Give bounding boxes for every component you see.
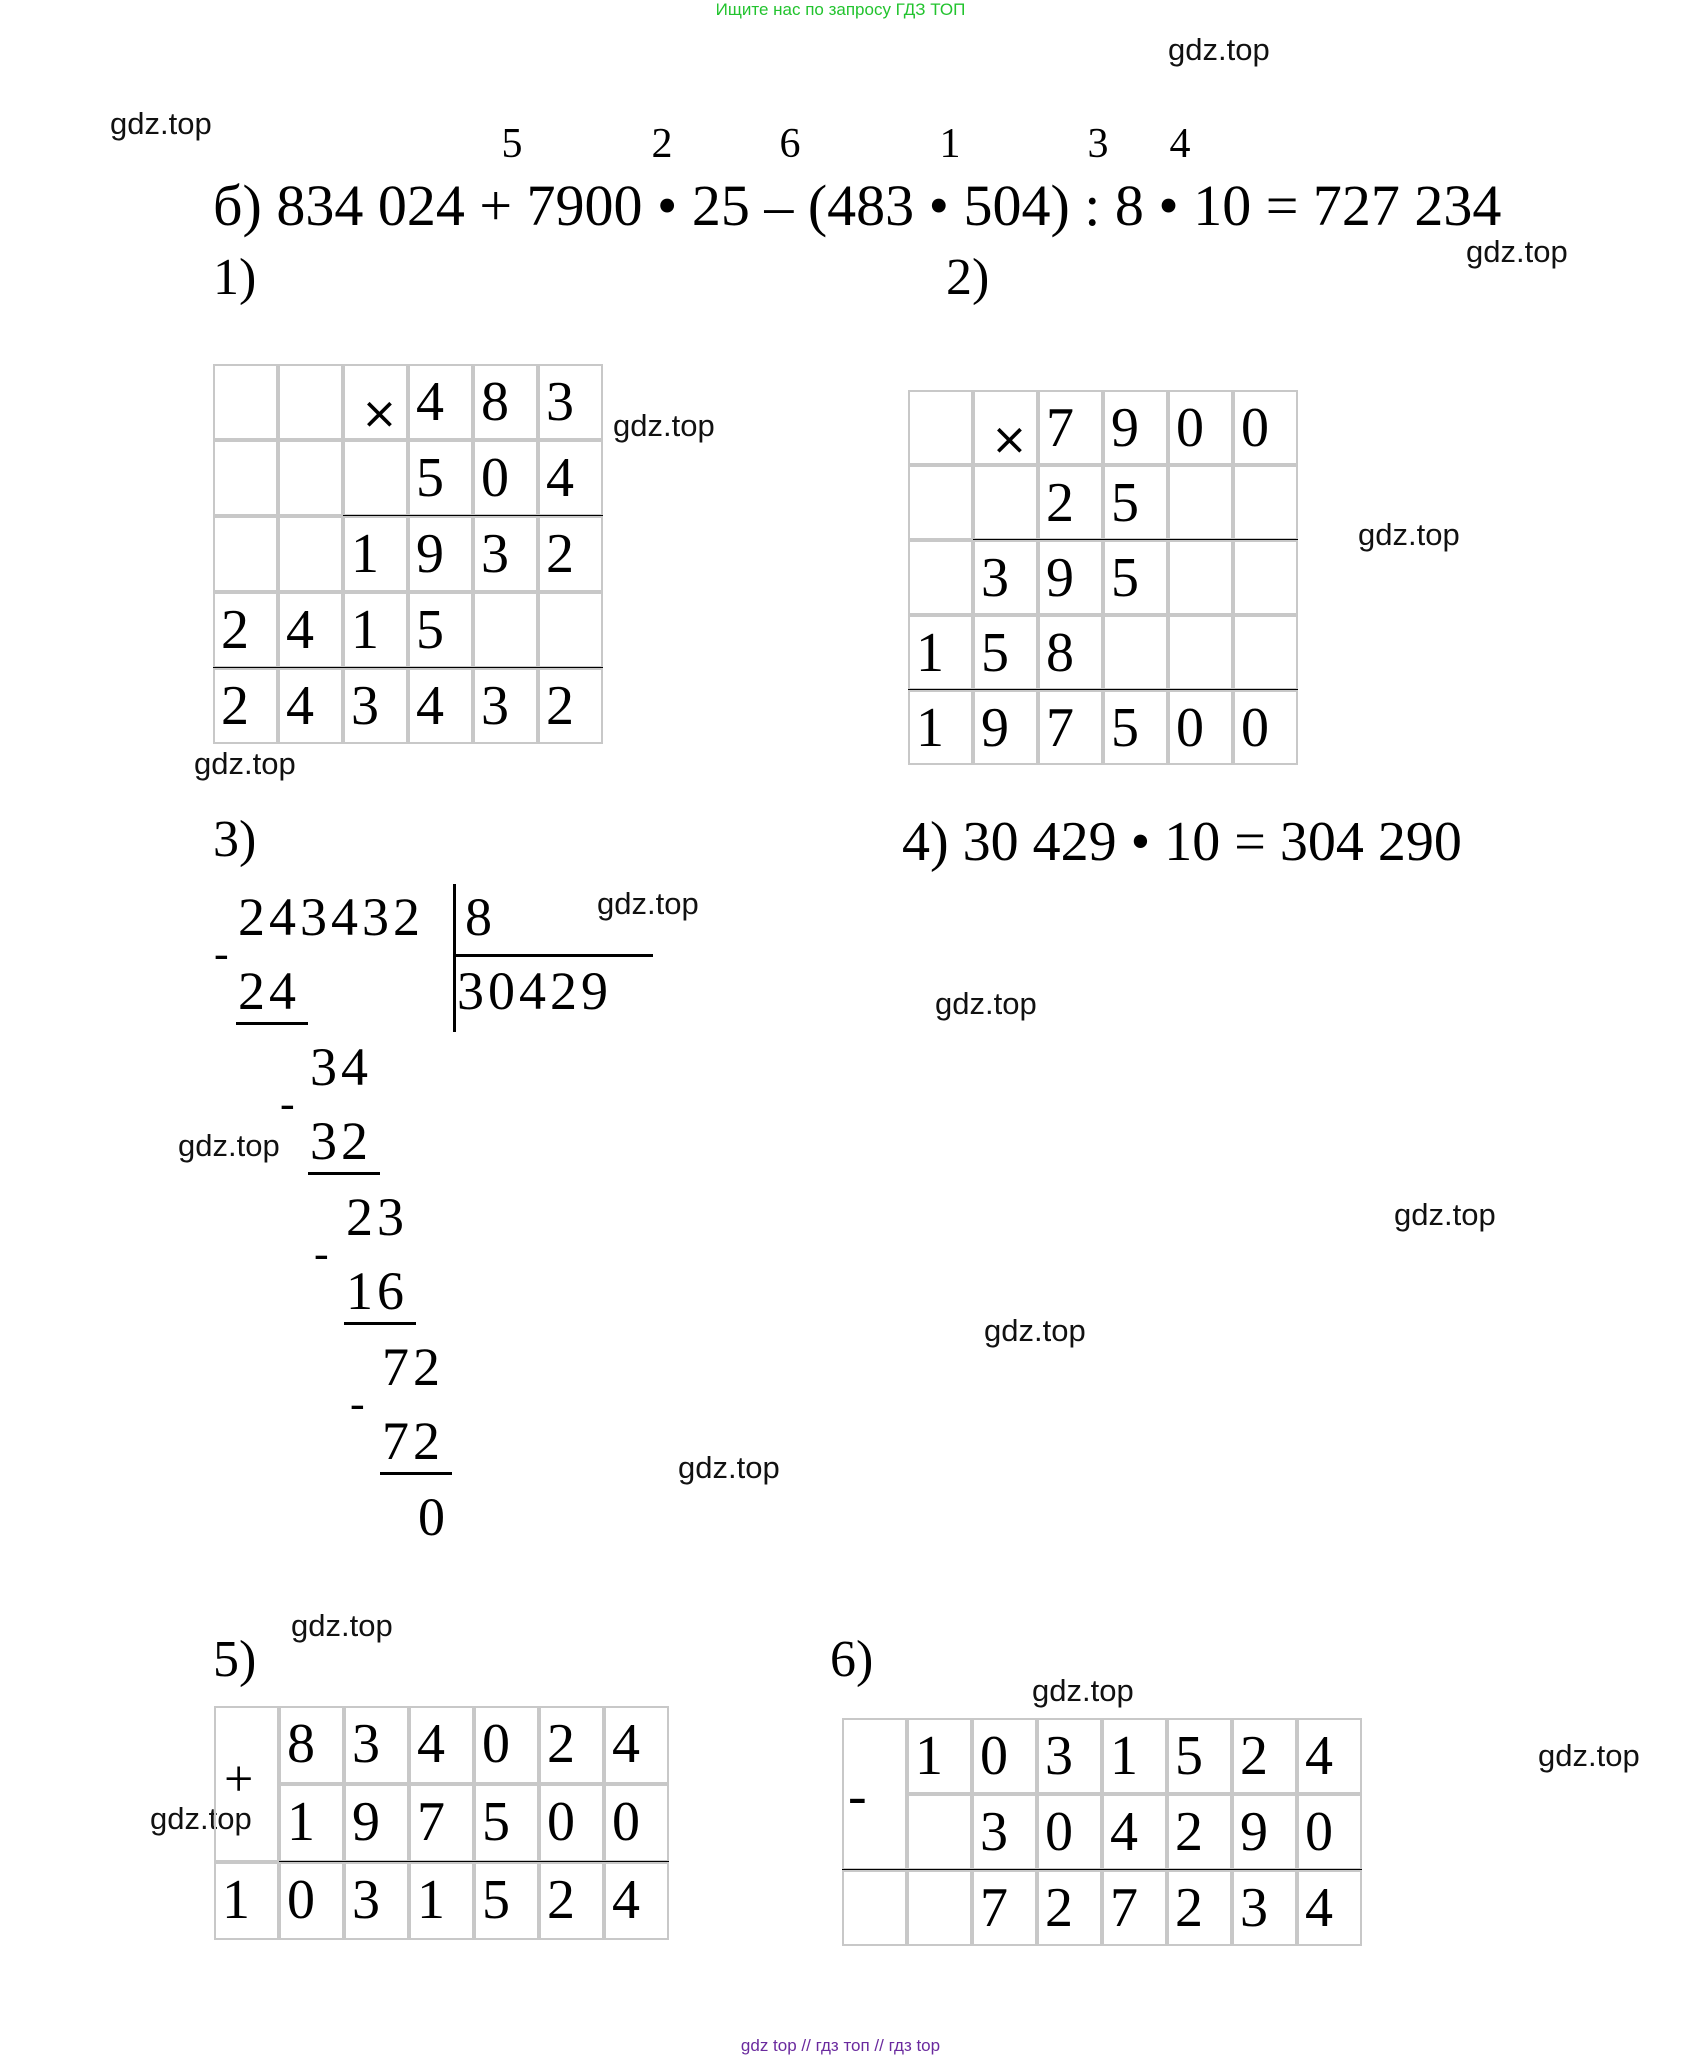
minus-sign: - [280,1079,295,1128]
watermark: gdz.top [1394,1197,1496,1232]
grid-cell: 3 [343,668,408,744]
watermark: gdz.top [935,986,1037,1021]
grid-cell: 5 [1103,540,1168,615]
step-2-label: 2) [946,249,990,306]
division-underline [344,1322,416,1325]
operation-order-number: 6 [779,121,801,167]
grid-cell [1233,615,1298,690]
division-quotient: 30429 [457,961,612,1021]
grid-cell [213,364,278,440]
step-3-label: 3) [213,811,257,868]
grid-cell: 4 [1297,1718,1362,1794]
minus-sign: - [214,929,229,978]
grid-cell: 4 [1297,1870,1362,1946]
grid-cell: 1 [907,1718,972,1794]
grid-cell [1168,465,1233,540]
grid-cell [1103,615,1168,690]
grid-cell [473,592,538,668]
grid-cell: 2 [538,516,603,592]
watermark: gdz.top [613,408,715,443]
grid-cell [908,390,973,465]
grid-cell: 2 [1167,1794,1232,1870]
grid-cell: 7 [972,1870,1037,1946]
grid-cell: 0 [473,440,538,516]
grid-cell: 4 [408,668,473,744]
division-underline [308,1172,380,1175]
grid-cell: 3 [344,1706,409,1784]
grid-cell: 4 [408,364,473,440]
grid-cell: 9 [1038,540,1103,615]
grid-cell: 9 [973,690,1038,765]
bottom-banner: gdz top // гдз топ // гдз top [740,2036,941,2055]
step-3-long-division [214,876,654,1556]
grid-cell: 2 [539,1706,604,1784]
minus-sign: - [350,1379,365,1428]
grid-cell [1168,615,1233,690]
watermark: gdz.top [984,1313,1086,1348]
division-line: 24 [238,961,300,1021]
division-dividend: 243432 [238,887,424,947]
watermark: gdz.top [110,106,212,141]
grid-cell: 0 [1168,690,1233,765]
minus-sign: - [314,1229,329,1278]
step-5-label: 5) [213,1631,257,1688]
grid-cell: 1 [409,1862,474,1940]
grid-cell [973,465,1038,540]
grid-cell: 8 [1038,615,1103,690]
grid-cell [343,440,408,516]
operation-order-number: 1 [939,121,961,167]
grid-cell: 4 [1102,1794,1167,1870]
grid-cell: 7 [1038,690,1103,765]
grid-cell [213,440,278,516]
multiply-sign: × [343,364,408,440]
grid-cell: 3 [473,668,538,744]
grid-cell: 0 [604,1784,669,1862]
step-6-subtraction-grid [842,1718,1362,1946]
step-2-multiplication-grid [908,390,1298,765]
grid-cell: 7 [1102,1870,1167,1946]
grid-cell [1168,540,1233,615]
grid-cell [278,516,343,592]
division-line: 32 [310,1111,372,1171]
watermark: gdz.top [1358,517,1460,552]
grid-cell: 0 [279,1862,344,1940]
watermark: gdz.top [291,1608,393,1643]
grid-cell: 9 [408,516,473,592]
division-bracket-vertical [453,884,456,1032]
division-line: 23 [346,1187,408,1247]
grid-cell: 2 [1037,1870,1102,1946]
grid-cell [1233,465,1298,540]
grid-cell [907,1794,972,1870]
step-4-result: 4) 30 429 • 10 = 304 290 [902,811,1462,873]
division-line: 72 [382,1411,444,1471]
grid-cell [908,465,973,540]
grid-cell: 3 [1232,1870,1297,1946]
grid-cell: 5 [1167,1718,1232,1794]
grid-cell: 1 [343,592,408,668]
watermark: gdz.top [194,746,296,781]
grid-cell: 1 [908,690,973,765]
minus-sign: - [842,1718,907,1870]
grid-cell: 5 [474,1862,539,1940]
grid-cell: 7 [409,1784,474,1862]
grid-cell: 3 [538,364,603,440]
grid-cell: 1 [1102,1718,1167,1794]
watermark: gdz.top [150,1801,252,1836]
division-line: 72 [382,1337,444,1397]
grid-cell: 5 [408,440,473,516]
grid-cell: 5 [973,615,1038,690]
watermark: gdz.top [178,1128,280,1163]
top-banner: Ищите нас по запросу ГДЗ ТОП [715,0,966,19]
watermark: gdz.top [1538,1738,1640,1773]
grid-cell: 1 [214,1862,279,1940]
grid-cell: 0 [539,1784,604,1862]
watermark: gdz.top [678,1450,780,1485]
grid-cell: 4 [278,592,343,668]
watermark: gdz.top [1168,32,1270,67]
division-line: 34 [310,1037,372,1097]
grid-cell: 5 [1103,465,1168,540]
grid-cell: 2 [213,592,278,668]
grid-cell: 8 [279,1706,344,1784]
grid-cell: 4 [604,1706,669,1784]
division-remainder: 0 [418,1487,449,1547]
grid-cell: 0 [972,1718,1037,1794]
grid-cell: 9 [1232,1794,1297,1870]
watermark: gdz.top [1032,1673,1134,1708]
grid-cell: 2 [1232,1718,1297,1794]
grid-cell: 5 [1103,690,1168,765]
step-6-label: 6) [830,1631,874,1688]
multiply-sign: × [973,390,1038,465]
division-underline [236,1022,308,1025]
grid-cell: 4 [409,1706,474,1784]
grid-cell: 4 [278,668,343,744]
grid-cell: 0 [1233,390,1298,465]
grid-cell: 7 [1038,390,1103,465]
grid-cell: 1 [279,1784,344,1862]
grid-cell: 0 [474,1706,539,1784]
division-divisor: 8 [465,887,496,947]
grid-cell: 8 [473,364,538,440]
grid-cell: 0 [1297,1794,1362,1870]
grid-cell [278,364,343,440]
watermark: gdz.top [1466,234,1568,269]
step-1-label: 1) [213,249,257,306]
grid-cell: 9 [1103,390,1168,465]
grid-cell: 3 [973,540,1038,615]
grid-cell: 4 [538,440,603,516]
grid-cell: 5 [408,592,473,668]
grid-cell [908,540,973,615]
grid-cell: 9 [344,1784,409,1862]
plus-sign: + [214,1706,279,1862]
grid-cell: 1 [343,516,408,592]
grid-cell [1233,540,1298,615]
grid-cell: 2 [538,668,603,744]
step-1-multiplication-grid [213,364,603,744]
operation-order-number: 5 [501,121,523,167]
grid-cell: 2 [539,1862,604,1940]
step-5-addition-grid [214,1706,669,1940]
grid-cell: 0 [1037,1794,1102,1870]
grid-cell [278,440,343,516]
division-underline [380,1472,452,1475]
division-bracket-horizontal [455,954,653,957]
grid-cell: 2 [1038,465,1103,540]
problem-equation: б) 834 024 + 7900 • 25 – (483 • 504) : 8 • 10 = 727 234 [213,173,1502,238]
grid-cell: 0 [1233,690,1298,765]
grid-cell: 0 [1168,390,1233,465]
operation-order-number: 3 [1087,121,1109,167]
grid-cell: 4 [604,1862,669,1940]
grid-cell: 5 [474,1784,539,1862]
grid-cell: 3 [344,1862,409,1940]
grid-cell: 2 [213,668,278,744]
division-line: 16 [346,1261,408,1321]
grid-cell: 3 [972,1794,1037,1870]
grid-cell [213,516,278,592]
operation-order-number: 2 [651,121,673,167]
grid-cell: 1 [908,615,973,690]
grid-cell [538,592,603,668]
operation-order-number: 4 [1169,121,1191,167]
grid-cell [907,1870,972,1946]
grid-cell: 3 [473,516,538,592]
grid-cell: 2 [1167,1870,1232,1946]
grid-cell: 3 [1037,1718,1102,1794]
grid-cell [842,1870,907,1946]
watermark: gdz.top [597,886,699,921]
